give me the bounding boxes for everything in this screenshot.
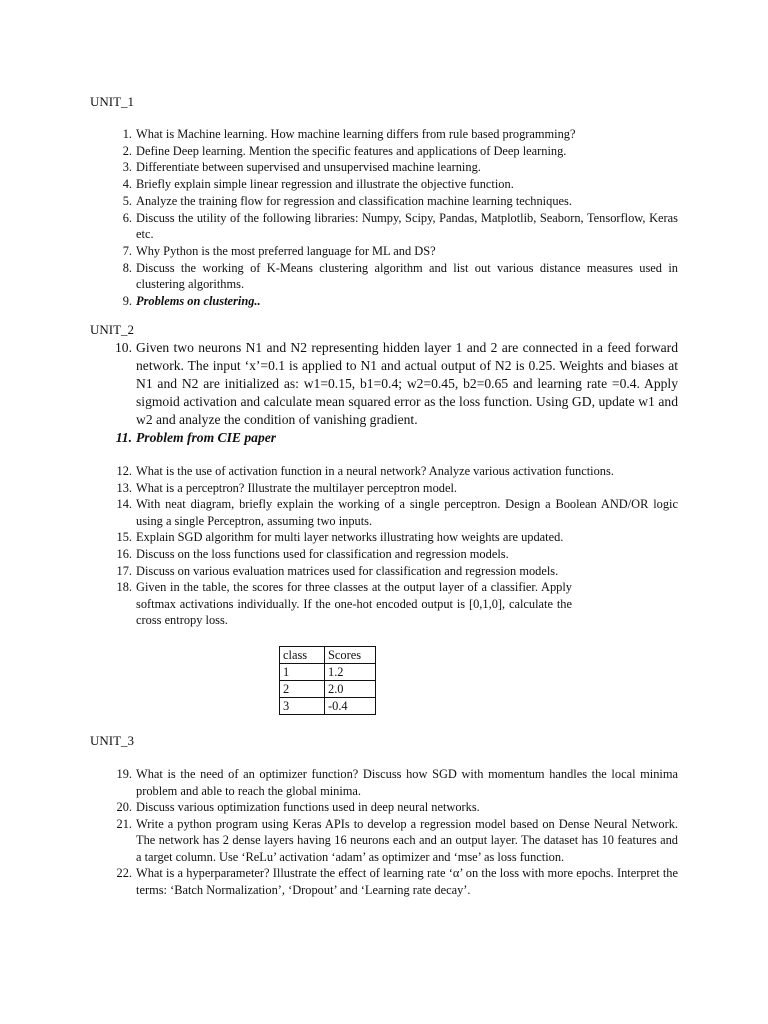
item-number: 15. <box>116 530 132 545</box>
item-number: 12. <box>116 464 132 478</box>
table-cell: 1.2 <box>325 664 376 681</box>
table-row <box>280 664 376 681</box>
item-text: Problem from CIE paper <box>136 429 277 445</box>
item-text: Discuss the utility of the following libraries: Numpy, Scipy, Pandas, Matplotlib, Seaborn, Tensorflow, Keras etc. <box>136 210 678 242</box>
item-number: 21. <box>116 816 132 831</box>
unit-1-question-list <box>122 126 678 310</box>
item-text: What is the use of activation function in a neural network? Analyze various activation functions. <box>136 464 614 478</box>
unit-2-question-list <box>116 463 678 629</box>
item-text: Briefly explain simple linear regression and illustrate the objective function. <box>136 177 514 192</box>
list-item <box>116 766 678 799</box>
item-number: 19. <box>116 767 132 781</box>
list-item <box>116 579 572 629</box>
table-cell: 2 <box>280 681 325 698</box>
unit-3-question-list <box>116 766 678 898</box>
list-item <box>122 210 678 243</box>
unit-3-heading: UNIT_3 <box>90 733 135 748</box>
item-number: 4. <box>122 177 132 192</box>
table-row <box>280 681 376 698</box>
item-text: Write a python program using Keras APIs to develop a regression model based on Dense Neural Network. The network has 2 dense layers having 16 neurons each and an output layer. The dataset has 10 features and a target column. Use ‘ReLu’ activation ‘adam’ as optimizer and ‘mse’ as loss function. <box>136 816 678 864</box>
item-number: 1. <box>122 127 132 141</box>
list-item <box>122 126 678 143</box>
list-item <box>116 529 678 546</box>
item-number: 18. <box>116 580 132 595</box>
item-text: Discuss on the loss functions used for classification and regression models. <box>136 546 509 561</box>
table-cell: 3 <box>280 698 325 715</box>
item-text: Discuss on various evaluation matrices used for classification and regression models. <box>136 563 559 578</box>
item-text: Discuss various optimization functions used in deep neural networks. <box>136 800 480 814</box>
item-text: Why Python is the most preferred language for ML and DS? <box>136 243 436 258</box>
item-text: Problems on clustering.. <box>136 294 261 309</box>
list-item <box>116 563 678 580</box>
list-item <box>115 429 678 447</box>
item-number: 14. <box>116 497 132 512</box>
item-number: 5. <box>122 193 132 208</box>
item-text: Differentiate between supervised and unsupervised machine learning. <box>136 160 481 175</box>
list-item <box>116 816 678 866</box>
item-number: 11. <box>115 429 132 445</box>
item-number: 3. <box>122 160 132 175</box>
table-header-row <box>280 647 376 664</box>
list-item <box>116 546 678 563</box>
item-text: With neat diagram, briefly explain the working of a single perceptron. Design a Boolean AND/OR logic using a single Perceptron, assuming two inputs. <box>136 497 678 528</box>
table-row <box>280 698 376 715</box>
item-text: Define Deep learning. Mention the specific features and applications of Deep learning. <box>136 143 567 158</box>
item-number: 17. <box>116 563 132 578</box>
item-number: 8. <box>122 260 132 275</box>
item-number: 2. <box>122 143 132 158</box>
item-text: What is Machine learning. How machine learning differs from rule based programming? <box>136 127 576 141</box>
list-item <box>122 293 678 310</box>
table-header-cell: class <box>280 647 325 664</box>
unit-2-question-list-top <box>115 339 678 446</box>
list-item <box>122 159 678 176</box>
table-cell: 1 <box>280 664 325 681</box>
item-text: Given in the table, the scores for three classes at the output layer of a classifier. Apply softmax activations individually. If the one-hot encoded output is [0,1,0], calculate the cross entropy loss. <box>136 580 572 628</box>
unit-2-heading: UNIT_2 <box>90 322 135 337</box>
item-text: What is the need of an optimizer function? Discuss how SGD with momentum handles the local minima problem and able to reach the global minima. <box>136 767 678 798</box>
item-text: What is a hyperparameter? Illustrate the effect of learning rate ‘α’ on the loss with more epochs. Interpret the terms: ‘Batch Normalization’, ‘Dropout’ and ‘Learning rate decay’. <box>136 866 678 897</box>
item-number: 9. <box>122 294 132 309</box>
list-item <box>116 463 678 480</box>
item-text: Explain SGD algorithm for multi layer networks illustrating how weights are updated. <box>136 530 564 545</box>
scores-table <box>279 646 376 715</box>
item-number: 16. <box>116 546 132 561</box>
list-item <box>116 865 678 898</box>
list-item <box>122 143 678 160</box>
list-item <box>116 496 678 529</box>
table-cell: -0.4 <box>325 698 376 715</box>
item-text: Discuss the working of K-Means clustering algorithm and list out various distance measures used in clustering algorithms. <box>136 260 678 292</box>
item-number: 13. <box>116 480 132 495</box>
list-item <box>116 480 678 497</box>
list-item <box>122 176 678 193</box>
list-item <box>122 260 678 293</box>
item-number: 20. <box>116 800 132 814</box>
list-item <box>116 799 678 816</box>
item-number: 10. <box>115 340 132 355</box>
item-number: 7. <box>122 243 132 258</box>
item-text: Analyze the training flow for regression and classification machine learning techniques. <box>136 193 572 208</box>
item-number: 22. <box>116 866 132 880</box>
table-cell: 2.0 <box>325 681 376 698</box>
item-text: Given two neurons N1 and N2 representing hidden layer 1 and 2 are connected in a feed forward network. The input ‘x’=0.1 is applied to N1 and actual output of N2 is 0.25. Weights and biases at N1 and N2 are initialized as: w1=0.15, b1=0.4; w2=0.45, b2=0.65 and learning rate =0.4. Apply sigmoid activation and calculate mean squared error as the loss function. Using GD, update w1 and w2 and analyze the condition of vanishing gradient. <box>136 340 678 427</box>
item-text: What is a perceptron? Illustrate the multilayer perceptron model. <box>136 480 457 495</box>
list-item <box>122 243 678 260</box>
list-item <box>115 339 678 429</box>
list-item <box>122 193 678 210</box>
unit-1-heading: UNIT_1 <box>90 94 135 109</box>
item-number: 6. <box>122 210 132 225</box>
table-header-cell: Scores <box>325 647 376 664</box>
